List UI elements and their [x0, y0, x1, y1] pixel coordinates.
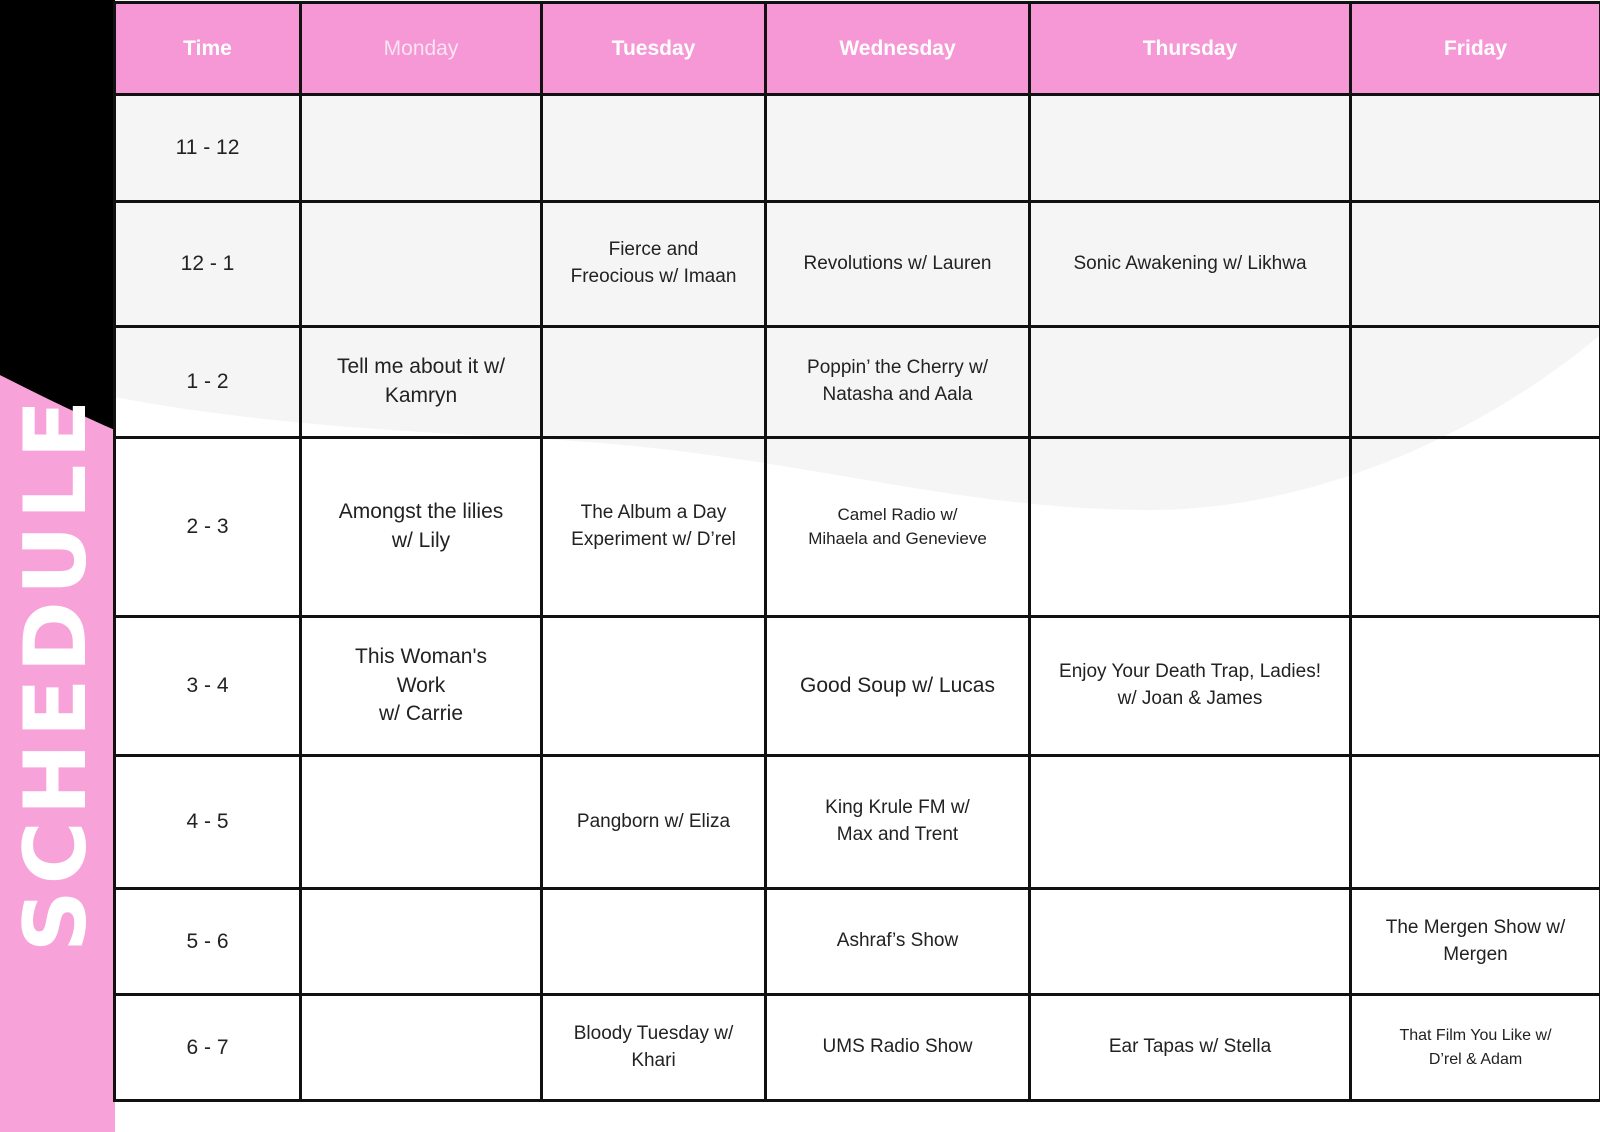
show-cell [301, 756, 542, 889]
show-cell: Good Soup w/ Lucas [766, 617, 1030, 756]
show-cell: King Krule FM w/ Max and Trent [766, 756, 1030, 889]
time-cell: 2 - 3 [115, 438, 301, 617]
header-monday: Monday [301, 3, 542, 95]
show-cell [542, 889, 766, 995]
header-friday: Friday [1351, 3, 1600, 95]
show-cell: Enjoy Your Death Trap, Ladies! w/ Joan & James [1030, 617, 1351, 756]
show-cell: Poppin’ the Cherry w/ Natasha and Aala [766, 327, 1030, 438]
show-cell [766, 95, 1030, 202]
show-cell [301, 889, 542, 995]
show-cell [301, 95, 542, 202]
table-row [115, 995, 1600, 1101]
header-time: Time [115, 3, 301, 95]
table-row [115, 95, 1600, 202]
show-cell [1351, 95, 1600, 202]
header-row [115, 3, 1600, 95]
show-cell: Camel Radio w/ Mihaela and Genevieve [766, 438, 1030, 617]
show-cell: Tell me about it w/ Kamryn [301, 327, 542, 438]
time-cell: 5 - 6 [115, 889, 301, 995]
show-cell: Pangborn w/ Eliza [542, 756, 766, 889]
show-cell: UMS Radio Show [766, 995, 1030, 1101]
show-cell [1030, 889, 1351, 995]
time-cell: 1 - 2 [115, 327, 301, 438]
time-cell: 6 - 7 [115, 995, 301, 1101]
show-cell [1030, 327, 1351, 438]
table-row [115, 889, 1600, 995]
table-row [115, 756, 1600, 889]
show-cell [1030, 95, 1351, 202]
show-cell [1351, 327, 1600, 438]
table-row [115, 202, 1600, 327]
show-cell: Fierce and Freocious w/ Imaan [542, 202, 766, 327]
show-cell: Amongst the lilies w/ Lily [301, 438, 542, 617]
show-cell [542, 95, 766, 202]
show-cell [1351, 617, 1600, 756]
show-cell: This Woman's Work w/ Carrie [301, 617, 542, 756]
show-cell [1351, 438, 1600, 617]
time-cell: 4 - 5 [115, 756, 301, 889]
header-thursday: Thursday [1030, 3, 1351, 95]
show-cell: Sonic Awakening w/ Likhwa [1030, 202, 1351, 327]
time-cell: 12 - 1 [115, 202, 301, 327]
schedule-vertical-title: SCHEDULE [6, 393, 106, 953]
show-cell [301, 202, 542, 327]
show-cell [1351, 756, 1600, 889]
show-cell [542, 617, 766, 756]
show-cell [542, 327, 766, 438]
header-wednesday: Wednesday [766, 3, 1030, 95]
time-cell: 3 - 4 [115, 617, 301, 756]
show-cell [1030, 438, 1351, 617]
show-cell [1351, 202, 1600, 327]
schedule-table [113, 1, 1600, 1102]
show-cell: Ashraf’s Show [766, 889, 1030, 995]
show-cell: The Album a Day Experiment w/ D’rel [542, 438, 766, 617]
show-cell: Revolutions w/ Lauren [766, 202, 1030, 327]
show-cell [1030, 756, 1351, 889]
time-cell: 11 - 12 [115, 95, 301, 202]
show-cell: The Mergen Show w/ Mergen [1351, 889, 1600, 995]
show-cell [301, 995, 542, 1101]
show-cell: Ear Tapas w/ Stella [1030, 995, 1351, 1101]
table-row [115, 617, 1600, 756]
table-row [115, 438, 1600, 617]
sidebar-title-area [0, 0, 112, 1132]
show-cell: Bloody Tuesday w/ Khari [542, 995, 766, 1101]
table-row [115, 327, 1600, 438]
show-cell: That Film You Like w/ D’rel & Adam [1351, 995, 1600, 1101]
header-tuesday: Tuesday [542, 3, 766, 95]
